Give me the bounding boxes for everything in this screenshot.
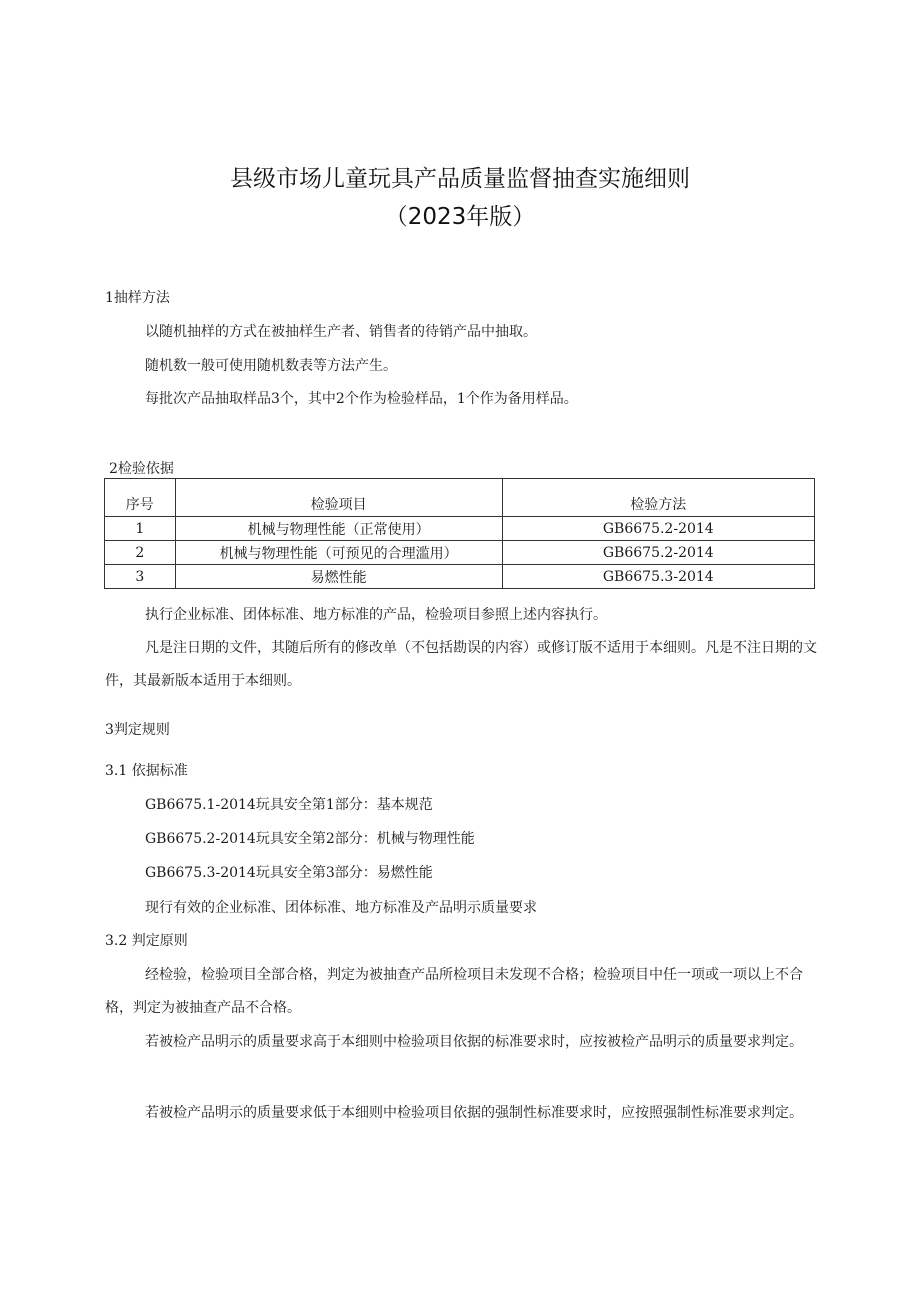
table-cell-seq: 3 [105,565,176,589]
section-1-paragraph: 随机数一般可使用随机数表等方法产生。 [145,358,397,374]
judgment-paragraph: 若被检产品明示的质量要求低于本细则中检验项目依据的强制性标准要求时，应按照强制性标准要求判定。 [145,1105,803,1121]
section-3-2-heading: 3.2 判定原则 [105,933,188,949]
table-row [105,565,815,589]
table-cell-method: GB6675.3-2014 [502,565,814,589]
column-header-seq: 序号 [105,479,176,517]
column-header-item: 检验项目 [175,479,502,517]
column-header-method: 检验方法 [502,479,814,517]
section-2-note: 执行企业标准、团体标准、地方标准的产品，检验项目参照上述内容执行。 [145,607,607,623]
standard-item: GB6675.2-2014玩具安全第2部分：机械与物理性能 [145,831,475,847]
table-cell-seq: 2 [105,541,176,565]
judgment-paragraph-block [105,1026,820,1059]
table-row [105,541,815,565]
standard-item: GB6675.3-2014玩具安全第3部分：易燃性能 [145,865,433,881]
section-3-1-heading: 3.1 依据标准 [105,763,188,779]
section-1-paragraph: 每批次产品抽取样品3个，其中2个作为检验样品，1个作为备用样品。 [145,391,578,407]
judgment-paragraph-block [105,1097,820,1130]
standard-item: 现行有效的企业标准、团体标准、地方标准及产品明示质量要求 [145,900,537,916]
table-header-row [105,479,815,517]
judgment-paragraph: 若被检产品明示的质量要求高于本细则中检验项目依据的标准要求时，应按被检产品明示的质量要求判定。 [145,1034,803,1050]
standard-item: GB6675.1-2014玩具安全第1部分：基本规范 [145,797,433,813]
document-subtitle: （2023年版） [384,204,536,230]
section-3-heading: 3判定规则 [105,722,170,738]
judgment-paragraph-block [105,959,820,1025]
judgment-paragraph: 经检验，检验项目全部合格，判定为被抽查产品所检项目未发现不合格；检验项目中任一项或一项以上不合格，判定为被抽查产品不合格。 [105,967,803,1016]
table-cell-item: 易燃性能 [175,565,502,589]
section-2-note-block [105,632,820,698]
section-1-paragraph: 以随机抽样的方式在被抽样生产者、销售者的待销产品中抽取。 [145,324,537,340]
table-cell-item: 机械与物理性能（可预见的合理滥用） [175,541,502,565]
section-2-heading: 2检验依据 [109,461,174,477]
section-2-note: 凡是注日期的文件，其随后所有的修改单（不包括勘误的内容）或修订版不适用于本细则。凡是不注日期的文件，其最新版本适用于本细则。 [105,640,817,689]
section-1-heading: 1抽样方法 [105,290,170,306]
inspection-basis-table [104,478,815,589]
table-cell-seq: 1 [105,517,176,541]
table-cell-method: GB6675.2-2014 [502,541,814,565]
table-cell-method: GB6675.2-2014 [502,517,814,541]
table-cell-item: 机械与物理性能（正常使用） [175,517,502,541]
document-title: 县级市场儿童玩具产品质量监督抽查实施细则 [230,166,690,192]
table-row [105,517,815,541]
